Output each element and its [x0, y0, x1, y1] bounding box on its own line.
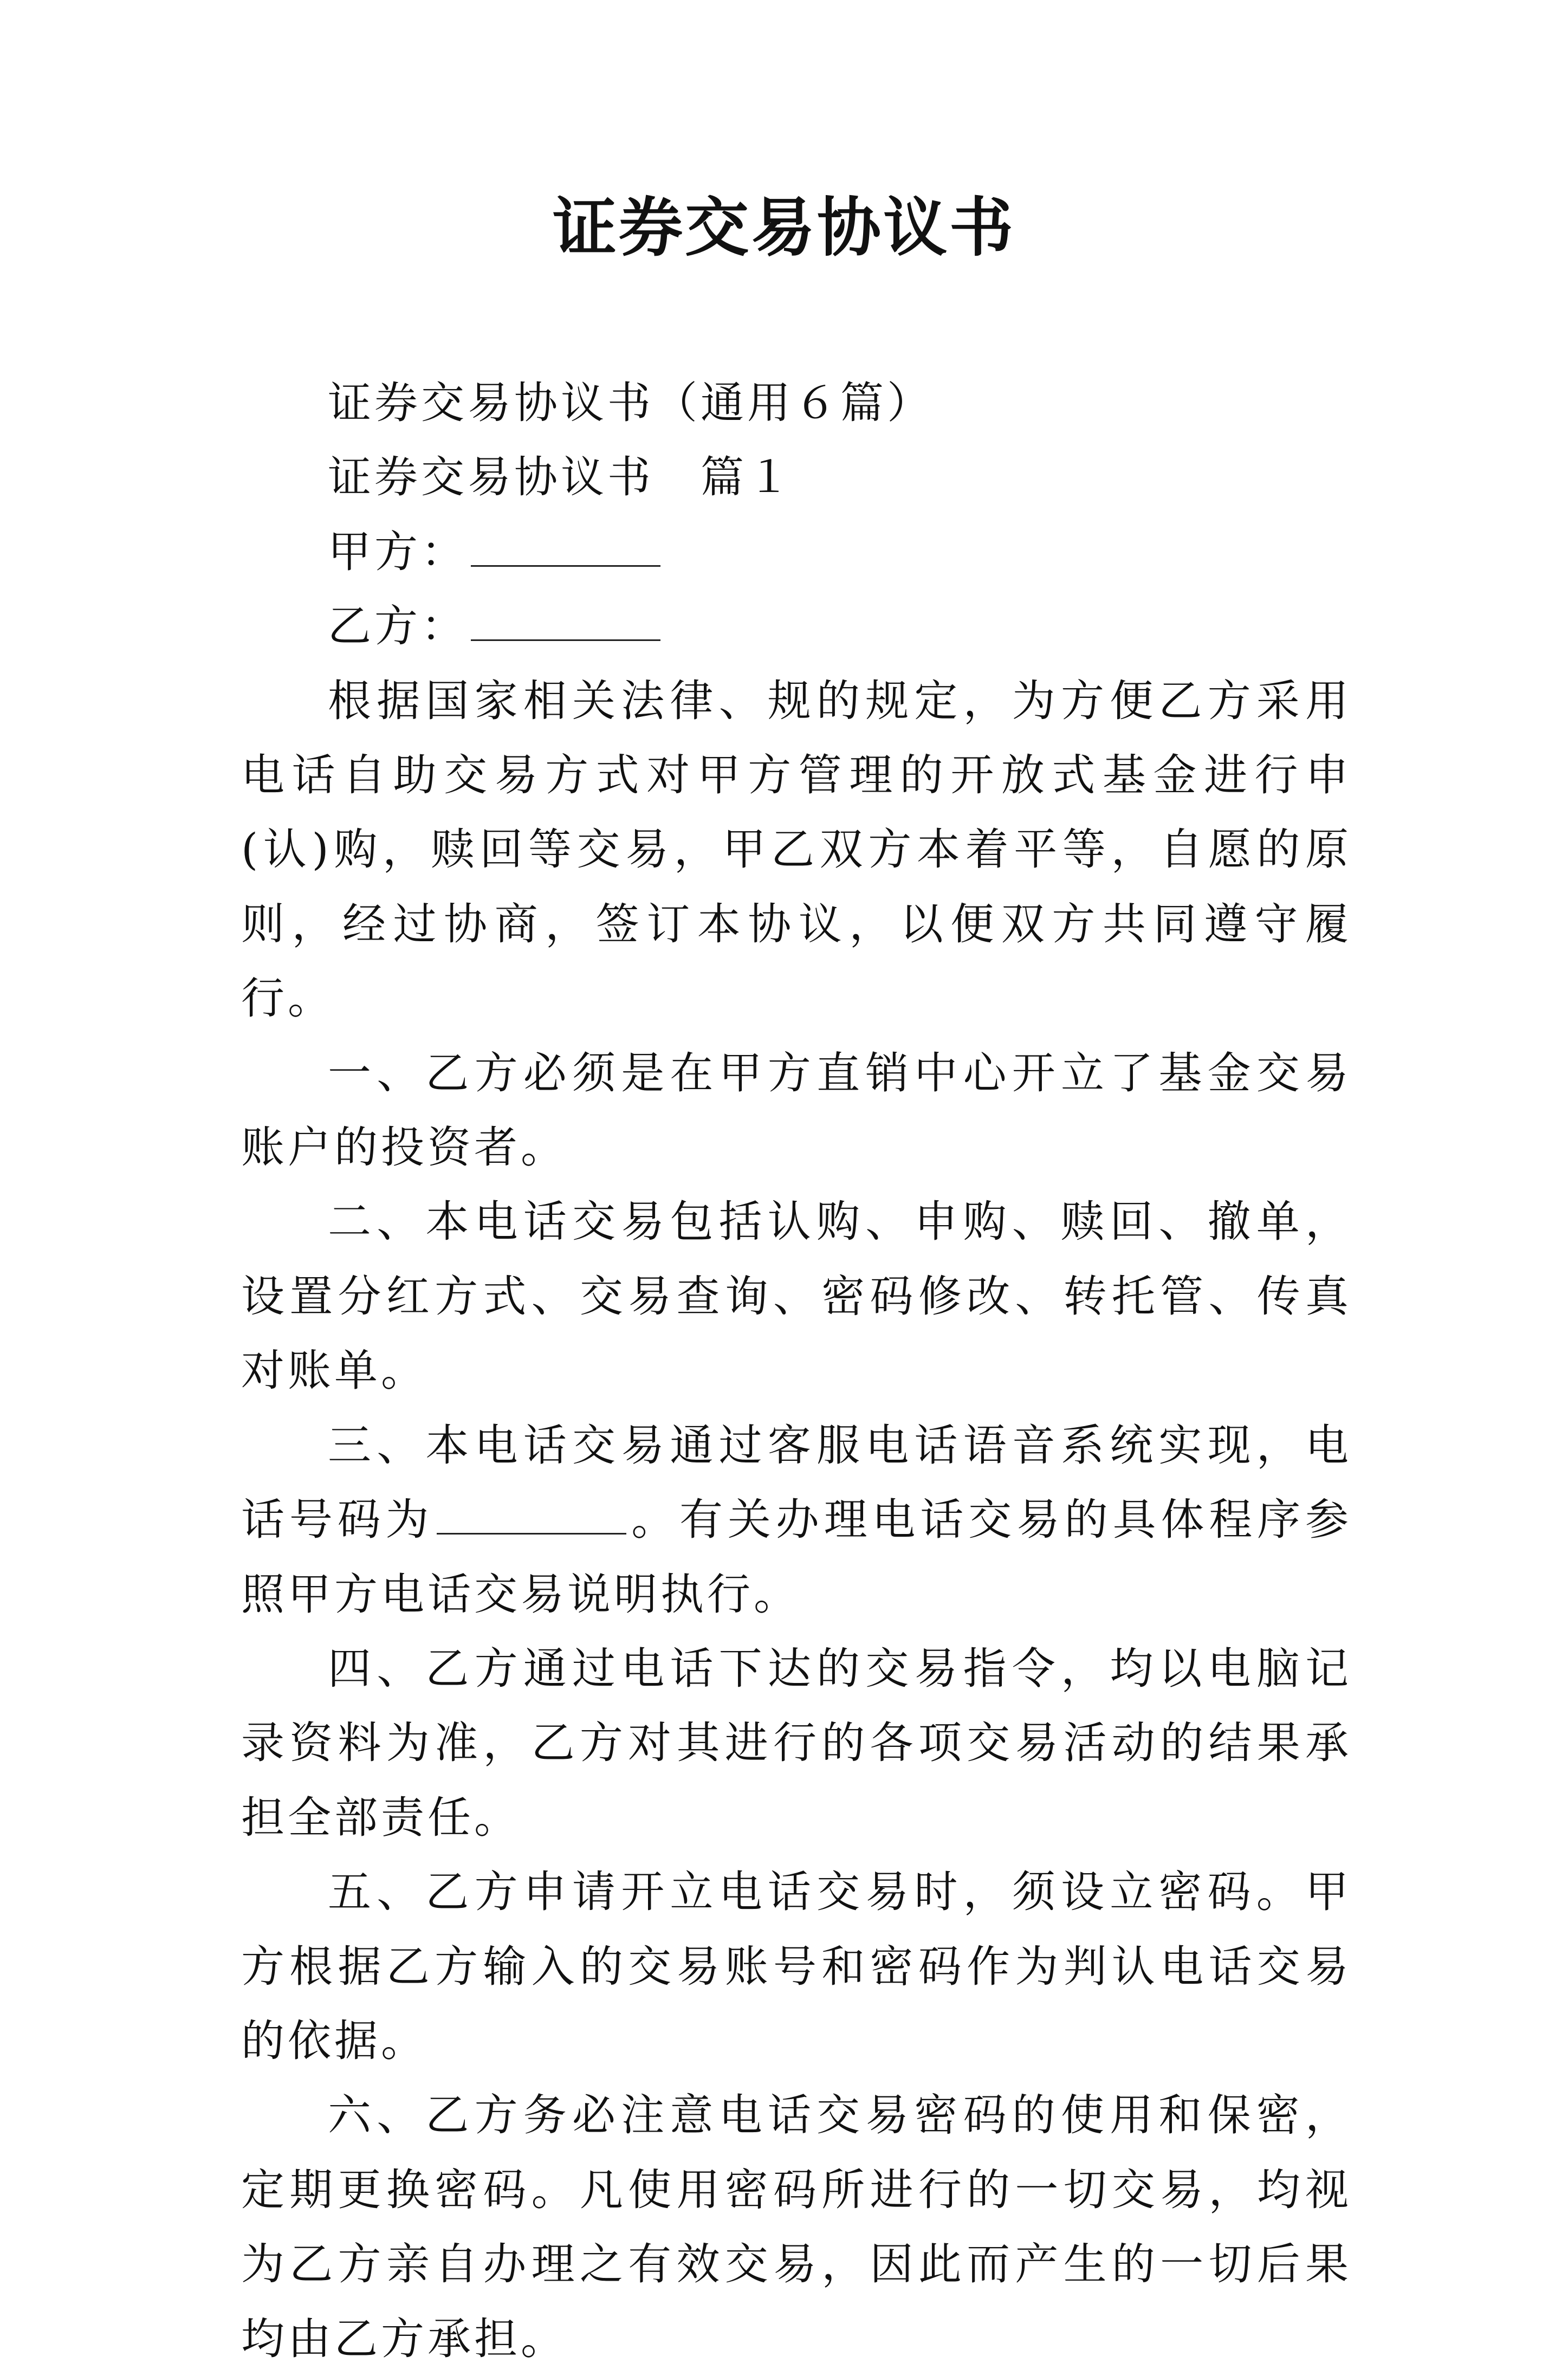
- clause-3-text-before: 三、本电话交易通过客服电话语音系统实现，电话号码为: [241, 1420, 1352, 1545]
- clause-1: 一、乙方必须是在甲方直销中心开立了基金交易账户的投资者。: [241, 1047, 1352, 1173]
- clause-5: 五、乙方申请开立电话交易时，须设立密码。甲方根据乙方输入的交易账号和密码作为判认电话交易的依据。: [241, 1867, 1352, 2066]
- document-body: [241, 366, 1352, 2376]
- party-a-line: [241, 515, 1352, 589]
- party-b-label: 乙方：: [328, 601, 468, 652]
- clause-3-text-after: 。有关办理电话交易的具体程序参照甲方电话交易说明执行。: [241, 1494, 1352, 1620]
- party-a-blank: [471, 533, 660, 567]
- document-subtitle: 证券交易协议书（通用６篇）: [328, 378, 934, 428]
- party-b-line: [241, 589, 1352, 663]
- clause-3: [241, 1408, 1352, 1632]
- phone-number-blank: [437, 1500, 626, 1535]
- document-title: 证券交易协议书: [552, 190, 1015, 265]
- clause-4: 四、乙方通过电话下达的交易指令，均以电脑记录资料为准，乙方对其进行的各项交易活动的结果承担全部责任。: [241, 1643, 1352, 1843]
- intro-paragraph: 根据国家相关法律、规的规定，为方便乙方采用电话自助交易方式对甲方管理的开放式基金进行申(认)购，赎回等交易，甲乙双方本着平等，自愿的原则，经过协商，签订本协议，以便双方共同遵守履行。: [241, 675, 1352, 1024]
- clause-2: 二、本电话交易包括认购、申购、赎回、撤单，设置分红方式、交易查询、密码修改、转托管、传真对账单。: [241, 1196, 1352, 1396]
- party-b-blank: [471, 607, 660, 641]
- party-a-label: 甲方：: [328, 526, 468, 577]
- section-heading: 证券交易协议书 篇１: [328, 452, 794, 503]
- clause-6: 六、乙方务必注意电话交易密码的使用和保密，定期更换密码。凡使用密码所进行的一切交易，均视为乙方亲自办理之有效交易，因此而产生的一切后果均由乙方承担。: [241, 2090, 1352, 2364]
